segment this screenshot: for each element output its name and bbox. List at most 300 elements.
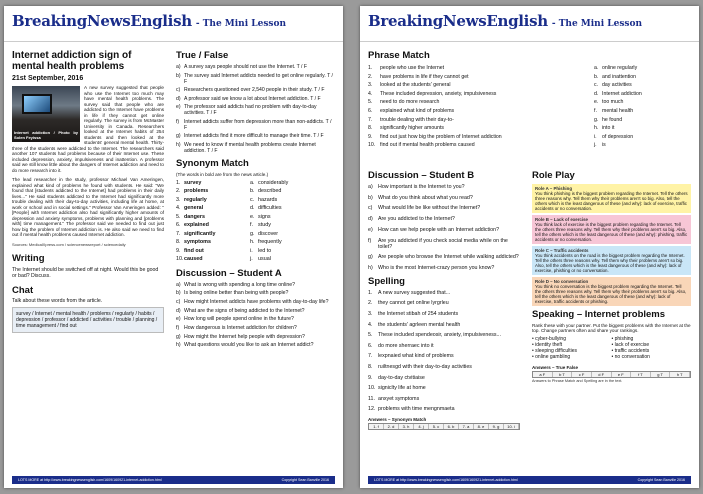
article-sources: Sources: MedicalXpress.com / sciencenewsreport / sciencedaily xyxy=(12,241,126,247)
tf-item xyxy=(176,104,334,116)
phrase-start: trouble dealing with their day-to- xyxy=(380,116,454,123)
discussion-b-item xyxy=(368,238,520,250)
photo-caption: Internet addiction / Photo by Solen Feyissa xyxy=(14,130,78,140)
discussion-b-letter: h) xyxy=(368,265,373,272)
spelling-number: 1. xyxy=(368,289,373,296)
spelling-text: These included spendeosir, anxiety, impulsiveness... xyxy=(378,332,501,339)
chat-intro: Talk about these words from the article. xyxy=(12,297,103,304)
synonym-match: considerably xyxy=(258,179,289,186)
tf-answer-cell: h T xyxy=(670,372,690,377)
speaking-item: • sleeping difficulties xyxy=(532,348,612,354)
synonym-letter: b. xyxy=(250,188,255,194)
spelling-number: 5. xyxy=(368,332,373,339)
phrase-number: 1. xyxy=(368,65,373,71)
role-play-heading: Role Play xyxy=(532,170,575,181)
role-title: Role D – No conversation xyxy=(535,279,589,284)
phrase-letter: f. xyxy=(594,107,597,114)
synonym-match: study xyxy=(258,222,271,228)
phrase-letter: g. xyxy=(594,116,599,123)
discussion-b-item xyxy=(368,205,520,211)
discussion-b-text: How can we help people with an Internet addiction? xyxy=(378,226,500,233)
role-play-cards xyxy=(532,184,691,306)
discussion-a-item-text: What is wrong with spending a long time online? xyxy=(184,281,296,288)
synonym-row xyxy=(176,187,334,196)
brand-logo: BreakingNewsEnglish xyxy=(12,12,192,30)
article-paragraph-1 xyxy=(12,85,164,173)
synonym-number: 8. xyxy=(176,239,181,245)
spelling-number: 10. xyxy=(368,385,376,392)
spelling-heading: Spelling xyxy=(368,275,405,287)
synonym-match: difficulties xyxy=(258,205,282,211)
true-false-list xyxy=(176,64,334,154)
article-paragraph-2: The lead researcher in the study, professor Michael Van Ameringen, explained what kind of problems he found with students. He said: "We found that [students addicted to the Internet] had problems in their daily lives..." He said students addicted to the Internet had significantly more trouble dealing with their day-to-day activities, including life at home, at work or school and in social settings." Professor Van Ameringen added: "[People] with Internet addiction also had significantly higher amounts of depression and anxiety symptoms, problems with planning and [problems with] time management." The professor said we needed to find out just how big the problem of Internet addiction is. He also said we need to find out if mental health problems caused Internet addiction. xyxy=(12,177,164,237)
synonym-answer-cell: 1. f xyxy=(369,424,384,429)
discussion-b-heading: Discussion – Student B xyxy=(368,170,475,181)
role-text: You think phishing is the biggest problem regarding the Internet. Tell the others three reasons why. Tell them why their problems aren't so big. Also, tell the others which is the least dangerous of these (and why): lack of exercise, traffic accidents or no conversation. xyxy=(535,191,688,211)
phrase-end: online regularly xyxy=(602,65,638,71)
synonym-letter: j. xyxy=(250,256,253,262)
tf-answer-cell: f T xyxy=(631,372,651,377)
synonym-match: usual xyxy=(258,256,271,262)
spelling-item xyxy=(368,300,520,306)
discussion-a-item-text: How long will people spend online in the future? xyxy=(184,316,294,323)
phrase-row xyxy=(368,133,691,142)
synonym-match: discover xyxy=(258,230,279,237)
tf-item-letter: d) xyxy=(176,95,181,102)
discussion-a-item-letter: f) xyxy=(176,325,180,332)
discussion-a-item xyxy=(176,282,334,288)
worksheet-page-1 xyxy=(4,6,343,488)
article-title: Internet addiction sign of mental health problems xyxy=(12,50,132,72)
discussion-a-item-letter: g) xyxy=(176,333,181,340)
synonym-match-note: (The words in bold are from the news article.) xyxy=(176,171,269,177)
discussion-a-item-letter: e) xyxy=(176,316,181,323)
phrase-start: find out just how big the problem of Internet addiction xyxy=(380,133,502,140)
phrase-match-heading: Phrase Match xyxy=(368,50,430,61)
tf-item-text: Internet addicts find it more difficult to manage their time. T / F xyxy=(184,133,324,139)
synonym-number: 5. xyxy=(176,213,181,220)
footer-link[interactable]: LOTS MORE at http://www.breakingnewsenglish.com/1609/160921-internet-addiction.html xyxy=(18,478,162,482)
article-date: 21st September, 2016 xyxy=(12,75,84,82)
tf-item-letter: c) xyxy=(176,87,181,93)
spelling-number: 4. xyxy=(368,321,373,328)
spelling-number: 12. xyxy=(368,406,376,413)
discussion-b-letter: e) xyxy=(368,226,373,233)
synonym-answer-cell: 9. g xyxy=(489,424,504,429)
synonym-row xyxy=(176,179,334,188)
discussion-a-item-text: What questions would you like to ask an Internet addict? xyxy=(184,342,314,349)
spelling-item xyxy=(368,396,520,402)
phrase-start: need to do more research xyxy=(380,99,440,106)
tf-item xyxy=(176,133,334,139)
synonym-word: find out xyxy=(184,247,204,254)
phrase-number: 4. xyxy=(368,90,373,97)
discussion-b-letter: c) xyxy=(368,205,373,212)
phrase-letter: e. xyxy=(594,99,599,106)
tf-item-text: Researchers questioned over 2,540 people in their study. T / F xyxy=(184,87,325,93)
synonym-number: 10. xyxy=(176,256,184,262)
synonym-number: 2. xyxy=(176,188,181,194)
tf-item-letter: a) xyxy=(176,64,181,70)
synonym-number: 7. xyxy=(176,230,181,237)
spelling-text: they cannot get online lyrgrleu xyxy=(378,300,449,307)
discussion-b-letter: d) xyxy=(368,216,373,223)
spelling-item xyxy=(368,322,520,328)
phrase-end: is xyxy=(602,142,606,149)
synonym-answers-heading: Answers – Synonym Match xyxy=(368,416,427,422)
phrase-end: of depression xyxy=(602,133,634,140)
spelling-text: anxyet symptoms xyxy=(378,395,420,402)
left-column-lower xyxy=(368,170,520,430)
phrase-letter: d. xyxy=(594,90,599,97)
phrase-letter: b. xyxy=(594,73,599,80)
synonym-row xyxy=(176,230,334,239)
discussion-b-letter: g) xyxy=(368,254,373,261)
discussion-b-letter: f) xyxy=(368,237,372,244)
spelling-item xyxy=(368,385,520,391)
phrase-number: 3. xyxy=(368,82,373,89)
phrase-start: These included depression, anxiety, impulsiveness xyxy=(380,90,497,97)
phrase-letter: c. xyxy=(594,82,599,89)
speaking-intro: Rank these with your partner. Put the biggest problems with the Internet at the top. Change partners often and share your rankings. xyxy=(532,323,691,334)
phrase-start: find out if mental health problems caused xyxy=(380,142,475,149)
discussion-a-heading: Discussion – Student A xyxy=(176,267,282,279)
discussion-b-letter: b) xyxy=(368,194,373,201)
speaking-item: • identity theft xyxy=(532,342,612,348)
chat-heading: Chat xyxy=(12,284,34,296)
tf-answer-cell: d F xyxy=(592,372,612,377)
discussion-a-item-text: How dangerous is Internet addiction for children? xyxy=(184,325,297,332)
discussion-b-text: What would life be like without the Internet? xyxy=(378,205,481,212)
footer-link[interactable]: LOTS MORE at http://www.breakingnewsenglish.com/1609/160921-internet-addiction.html xyxy=(374,478,518,482)
synonym-word: symptoms xyxy=(184,239,211,245)
synonym-number: 6. xyxy=(176,222,181,228)
brand-subtitle: - The Mini Lesson xyxy=(195,19,287,29)
spelling-item xyxy=(368,375,520,381)
page-footer xyxy=(368,476,691,484)
speaking-item: • no conversation xyxy=(612,354,692,360)
spelling-number: 2. xyxy=(368,300,373,307)
synonym-number: 9. xyxy=(176,247,181,254)
discussion-a-item-letter: a) xyxy=(176,281,181,288)
tf-answer-cell: g T xyxy=(651,372,671,377)
speaking-item: • lack of exercise xyxy=(612,342,692,348)
synonym-match: described xyxy=(258,188,282,194)
role-title: Role B – Lack of exercise xyxy=(535,217,588,222)
discussion-b-text: How important is the Internet to you? xyxy=(378,184,465,190)
phrase-end: he found xyxy=(602,116,623,123)
tf-answer-cell: e F xyxy=(612,372,632,377)
synonym-letter: a. xyxy=(250,179,255,186)
synonym-match-table xyxy=(176,179,334,264)
spelling-text: the Internet stibah of 254 students xyxy=(378,311,459,318)
synonym-match-heading: Synonym Match xyxy=(176,157,249,169)
spelling-number: 11. xyxy=(368,395,375,402)
writing-text: The Internet should be switched off at night. Would this be good or bad? Discuss. xyxy=(12,266,159,279)
discussion-a-item-letter: b) xyxy=(176,290,181,297)
synonym-letter: h. xyxy=(250,239,255,245)
synonym-word: general xyxy=(184,205,204,211)
tf-item-text: We need to know if mental health problems create Internet addiction. T / F xyxy=(184,141,316,154)
synonym-letter: e. xyxy=(250,213,255,220)
synonym-row xyxy=(176,196,334,205)
synonym-letter: c. xyxy=(250,196,255,203)
phrase-start: people who use the Internet xyxy=(380,65,445,71)
phrase-end: into it xyxy=(602,125,615,132)
phrase-row xyxy=(368,73,691,82)
phrase-start: have problems in life if they cannot get xyxy=(380,73,469,80)
synonym-word: survey xyxy=(184,179,202,186)
discussion-a-item xyxy=(176,290,334,296)
article-column xyxy=(12,50,164,333)
brand-logo: BreakingNewsEnglish xyxy=(368,12,548,30)
synonym-row xyxy=(176,255,334,264)
role-card xyxy=(532,246,691,275)
laptop-screen-image xyxy=(22,94,52,114)
synonym-word: problems xyxy=(184,188,209,194)
discussion-b-item xyxy=(368,265,520,271)
phrase-number: 2. xyxy=(368,73,373,80)
tf-item-letter: f) xyxy=(176,118,180,125)
phrase-row xyxy=(368,98,691,107)
discussion-a-item-text: How might the Internet help people with depression? xyxy=(184,333,305,340)
phrase-row xyxy=(368,90,691,99)
discussion-b-letter: a) xyxy=(368,184,373,190)
discussion-b-item xyxy=(368,184,520,190)
synonym-row xyxy=(176,221,334,230)
role-card xyxy=(532,277,691,306)
phrase-number: 6. xyxy=(368,107,373,114)
role-text: You think no conversation is the biggest problem regarding the Internet. Tell the others three reasons why. Tell them why their problems aren't so big. Also, tell the others which is the least dangerous of these (and why): lack of exercise, traffic accidents or phishing. xyxy=(535,284,687,304)
worksheet-page-2 xyxy=(360,6,699,488)
phrase-row xyxy=(368,141,691,150)
phrase-number: 8. xyxy=(368,125,373,132)
speaking-item: • phishing xyxy=(612,336,692,342)
synonym-row xyxy=(176,247,334,256)
discussion-a-item-text: Is being online better than being with people? xyxy=(184,290,289,297)
writing-heading: Writing xyxy=(12,252,45,264)
spelling-item xyxy=(368,364,520,370)
synonym-answer-cell: 4. j xyxy=(414,424,429,429)
spelling-item xyxy=(368,290,520,296)
phrase-row xyxy=(368,107,691,116)
phrase-end: day activities xyxy=(602,82,632,89)
spelling-item xyxy=(368,343,520,349)
article-photo xyxy=(12,86,80,142)
phrase-number: 10. xyxy=(368,142,376,149)
spelling-text: day-to-day ctvitiaise xyxy=(378,374,425,381)
discussion-a-item-letter: h) xyxy=(176,342,181,349)
discussion-a-list xyxy=(176,282,334,349)
tf-answers-grid xyxy=(532,371,691,378)
role-card xyxy=(532,184,691,213)
spelling-number: 9. xyxy=(368,374,373,381)
synonym-number: 1. xyxy=(176,179,181,186)
phrase-match-table xyxy=(368,64,691,150)
tf-item-letter: e) xyxy=(176,104,181,110)
spelling-text: problems with time mengnmaeta xyxy=(378,406,455,413)
tf-item xyxy=(176,73,334,85)
tf-item xyxy=(176,142,334,154)
synonym-answers-grid xyxy=(368,423,520,430)
discussion-b-item xyxy=(368,216,520,222)
tf-item xyxy=(176,64,334,70)
tf-item-text: A survey says people should not use the Internet. T / F xyxy=(184,64,307,70)
phrase-number: 9. xyxy=(368,133,373,140)
phrase-start: significantly higher amounts xyxy=(380,125,445,132)
phrase-row xyxy=(368,64,691,73)
phrase-start: looked at the students' general xyxy=(380,82,451,89)
page-header xyxy=(4,6,343,42)
synonym-number: 4. xyxy=(176,205,181,211)
synonym-letter: i. xyxy=(250,247,253,254)
discussion-b-text: Who is the most Internet-crazy person you know? xyxy=(378,265,495,272)
speaking-item: • cyber-bullying xyxy=(532,336,612,342)
footer-copyright: Copyright Sean Banville 2016 xyxy=(281,478,329,482)
role-text: You think lack of exercise is the biggest problem regarding the Internet. Tell the others three reasons why. Tell them why their problems aren't so big. Also, tell the others which is the least dangerous of these (and why): phishing, traffic accidents or no conversation. xyxy=(535,222,688,242)
discussion-a-item xyxy=(176,299,334,305)
spelling-text: the students' agrleen mental health xyxy=(378,321,461,328)
tf-item-letter: g) xyxy=(176,133,181,139)
discussion-b-text: What do you think about what you read? xyxy=(378,194,473,201)
speaking-item: • online gambling xyxy=(532,354,612,360)
phrase-letter: a. xyxy=(594,65,599,71)
synonym-letter: d. xyxy=(250,205,255,211)
synonym-number: 3. xyxy=(176,196,181,203)
page-footer xyxy=(12,476,335,484)
phrase-end: too much xyxy=(602,99,624,106)
page-header xyxy=(360,6,699,42)
discussion-a-item xyxy=(176,308,334,314)
discussion-b-list xyxy=(368,184,520,271)
phrase-row xyxy=(368,81,691,90)
synonym-word: caused xyxy=(184,256,203,262)
tf-item-letter: h) xyxy=(176,141,181,148)
speaking-item: • traffic accidents xyxy=(612,348,692,354)
tf-answer-cell: b T xyxy=(553,372,573,377)
synonym-match: frequently xyxy=(258,239,282,245)
spelling-item xyxy=(368,406,520,412)
discussion-a-item xyxy=(176,342,334,348)
phrase-end: Internet addiction xyxy=(602,90,642,97)
phrase-number: 7. xyxy=(368,116,373,123)
phrase-letter: h. xyxy=(594,125,599,132)
spelling-text: signiclty life at home xyxy=(378,385,426,392)
role-card xyxy=(532,215,691,244)
discussion-b-item xyxy=(368,195,520,201)
chat-word-box: survey / Internet / mental health / problems / regularly / habits / depression / professor / addicted / activities / trouble / planning / time management / find out xyxy=(12,307,164,333)
phrase-row xyxy=(368,124,691,133)
synonym-word: significantly xyxy=(184,230,216,237)
spelling-text: A new survey suggested that... xyxy=(378,289,451,296)
spelling-number: 6. xyxy=(368,342,373,349)
discussion-b-text: Are people who browse the Internet while walking addicted? xyxy=(378,254,519,261)
tf-item xyxy=(176,96,334,102)
discussion-b-item xyxy=(368,227,520,233)
answers-note: Answers to Phrase Match and Spelling are in the text. xyxy=(532,378,623,383)
brand-subtitle: - The Mini Lesson xyxy=(551,19,643,29)
synonym-answer-cell: 2. d xyxy=(384,424,399,429)
tf-item-text: A professor said we know a lot about Internet addiction. T / F xyxy=(184,95,321,102)
role-text: You think accidents on the road is the biggest problem regarding the Internet. Tell the others three reasons why. Tell them why their problems aren't so big. Also, tell the others which is the least dangerous of these (and why): lack of exercise, phishing or no conversation. xyxy=(535,253,685,273)
phrase-letter: j. xyxy=(594,142,597,149)
right-column-lower xyxy=(532,170,691,383)
synonym-answer-cell: 7. a xyxy=(459,424,474,429)
spelling-item xyxy=(368,353,520,359)
spelling-text: ruiltnesgd with their day-to-day activities xyxy=(378,363,472,370)
spelling-text: lexpnaied what kind of problems xyxy=(378,353,454,360)
synonym-word: explained xyxy=(184,222,209,228)
discussion-b-item xyxy=(368,254,520,260)
speaking-items xyxy=(532,336,691,361)
tf-item-letter: b) xyxy=(176,72,181,79)
phrase-row xyxy=(368,116,691,125)
spelling-item xyxy=(368,311,520,317)
synonym-row xyxy=(176,238,334,247)
tf-item xyxy=(176,87,334,93)
synonym-row xyxy=(176,204,334,213)
spelling-number: 8. xyxy=(368,363,373,370)
spelling-text: do more sherraec into it xyxy=(378,342,434,349)
discussion-a-item xyxy=(176,316,334,322)
spelling-item xyxy=(368,332,520,338)
discussion-a-item-text: What are the signs of being addicted to the Internet? xyxy=(184,307,305,314)
paragraph-1-text: A new survey suggested that people who use the Internet too much may have mental health problems. The survey said that people who are addicted to the Internet have problems in life if they cannot get online regularly. The survey is from McMaster University in Canada. Researchers looked at the Internet habits of 254 students and then looked at the students' general mental health. Thirty-three of the students were addicted to the Internet. The researchers said another 107 students had problems because of their Internet use. These included depression, anxiety, impulsiveness and inattention. A professor said we still know little about the dangers of Internet addiction and need to do more research into it. xyxy=(12,85,164,173)
role-title: Role C – Traffic accidents xyxy=(535,248,589,253)
tf-item-text: Internet addicts suffer from depression more than non-addicts. T / F xyxy=(184,118,332,131)
footer-copyright: Copyright Sean Banville 2016 xyxy=(637,478,685,482)
tf-answers-heading: Answers – True False xyxy=(532,364,579,370)
synonym-answer-cell: 10. i xyxy=(504,424,519,429)
synonym-answer-cell: 5. c xyxy=(429,424,444,429)
role-title: Role A – Phishing xyxy=(535,186,572,191)
synonym-letter: g. xyxy=(250,230,255,237)
spelling-list xyxy=(368,290,520,413)
synonym-match: hazards xyxy=(258,196,278,203)
phrase-start: explained what kind of problems xyxy=(380,107,455,114)
phrase-letter: i. xyxy=(594,133,597,140)
spelling-number: 7. xyxy=(368,353,373,360)
synonym-match: signs xyxy=(258,213,271,220)
phrase-end: and inattention xyxy=(602,73,637,80)
tf-answer-cell: a F xyxy=(533,372,553,377)
synonym-row xyxy=(176,213,334,222)
discussion-a-item-letter: d) xyxy=(176,307,181,314)
discussion-b-text: Are you addicted to the Internet? xyxy=(378,216,455,223)
discussion-a-item xyxy=(176,334,334,340)
discussion-b-text: Are you addicted if you check social media while on the toilet? xyxy=(378,237,508,250)
synonym-word: dangers xyxy=(184,213,205,220)
synonym-answer-cell: 6. b xyxy=(444,424,459,429)
tf-answer-cell: c F xyxy=(572,372,592,377)
synonym-answer-cell: 8. e xyxy=(474,424,489,429)
spelling-number: 3. xyxy=(368,311,373,318)
tf-item xyxy=(176,119,334,131)
discussion-a-item-letter: c) xyxy=(176,298,181,305)
discussion-a-item xyxy=(176,325,334,331)
true-false-heading: True / False xyxy=(176,50,229,61)
synonym-word: regularly xyxy=(184,196,207,203)
synonym-letter: f. xyxy=(250,222,253,228)
tf-item-text: The survey said Internet addicts needed to get online regularly. T / F xyxy=(184,72,333,85)
synonym-match: led to xyxy=(258,247,272,254)
phrase-end: mental health xyxy=(602,107,634,114)
tf-item-text: The professor said addicts had no problem with day-to-day activities. T / F xyxy=(184,104,317,116)
phrase-number: 5. xyxy=(368,99,373,106)
speaking-heading: Speaking – Internet problems xyxy=(532,309,666,320)
phrase-match-section xyxy=(368,50,691,150)
discussion-a-item-text: How might Internet addicts have problems with day-to-day life? xyxy=(184,298,329,305)
